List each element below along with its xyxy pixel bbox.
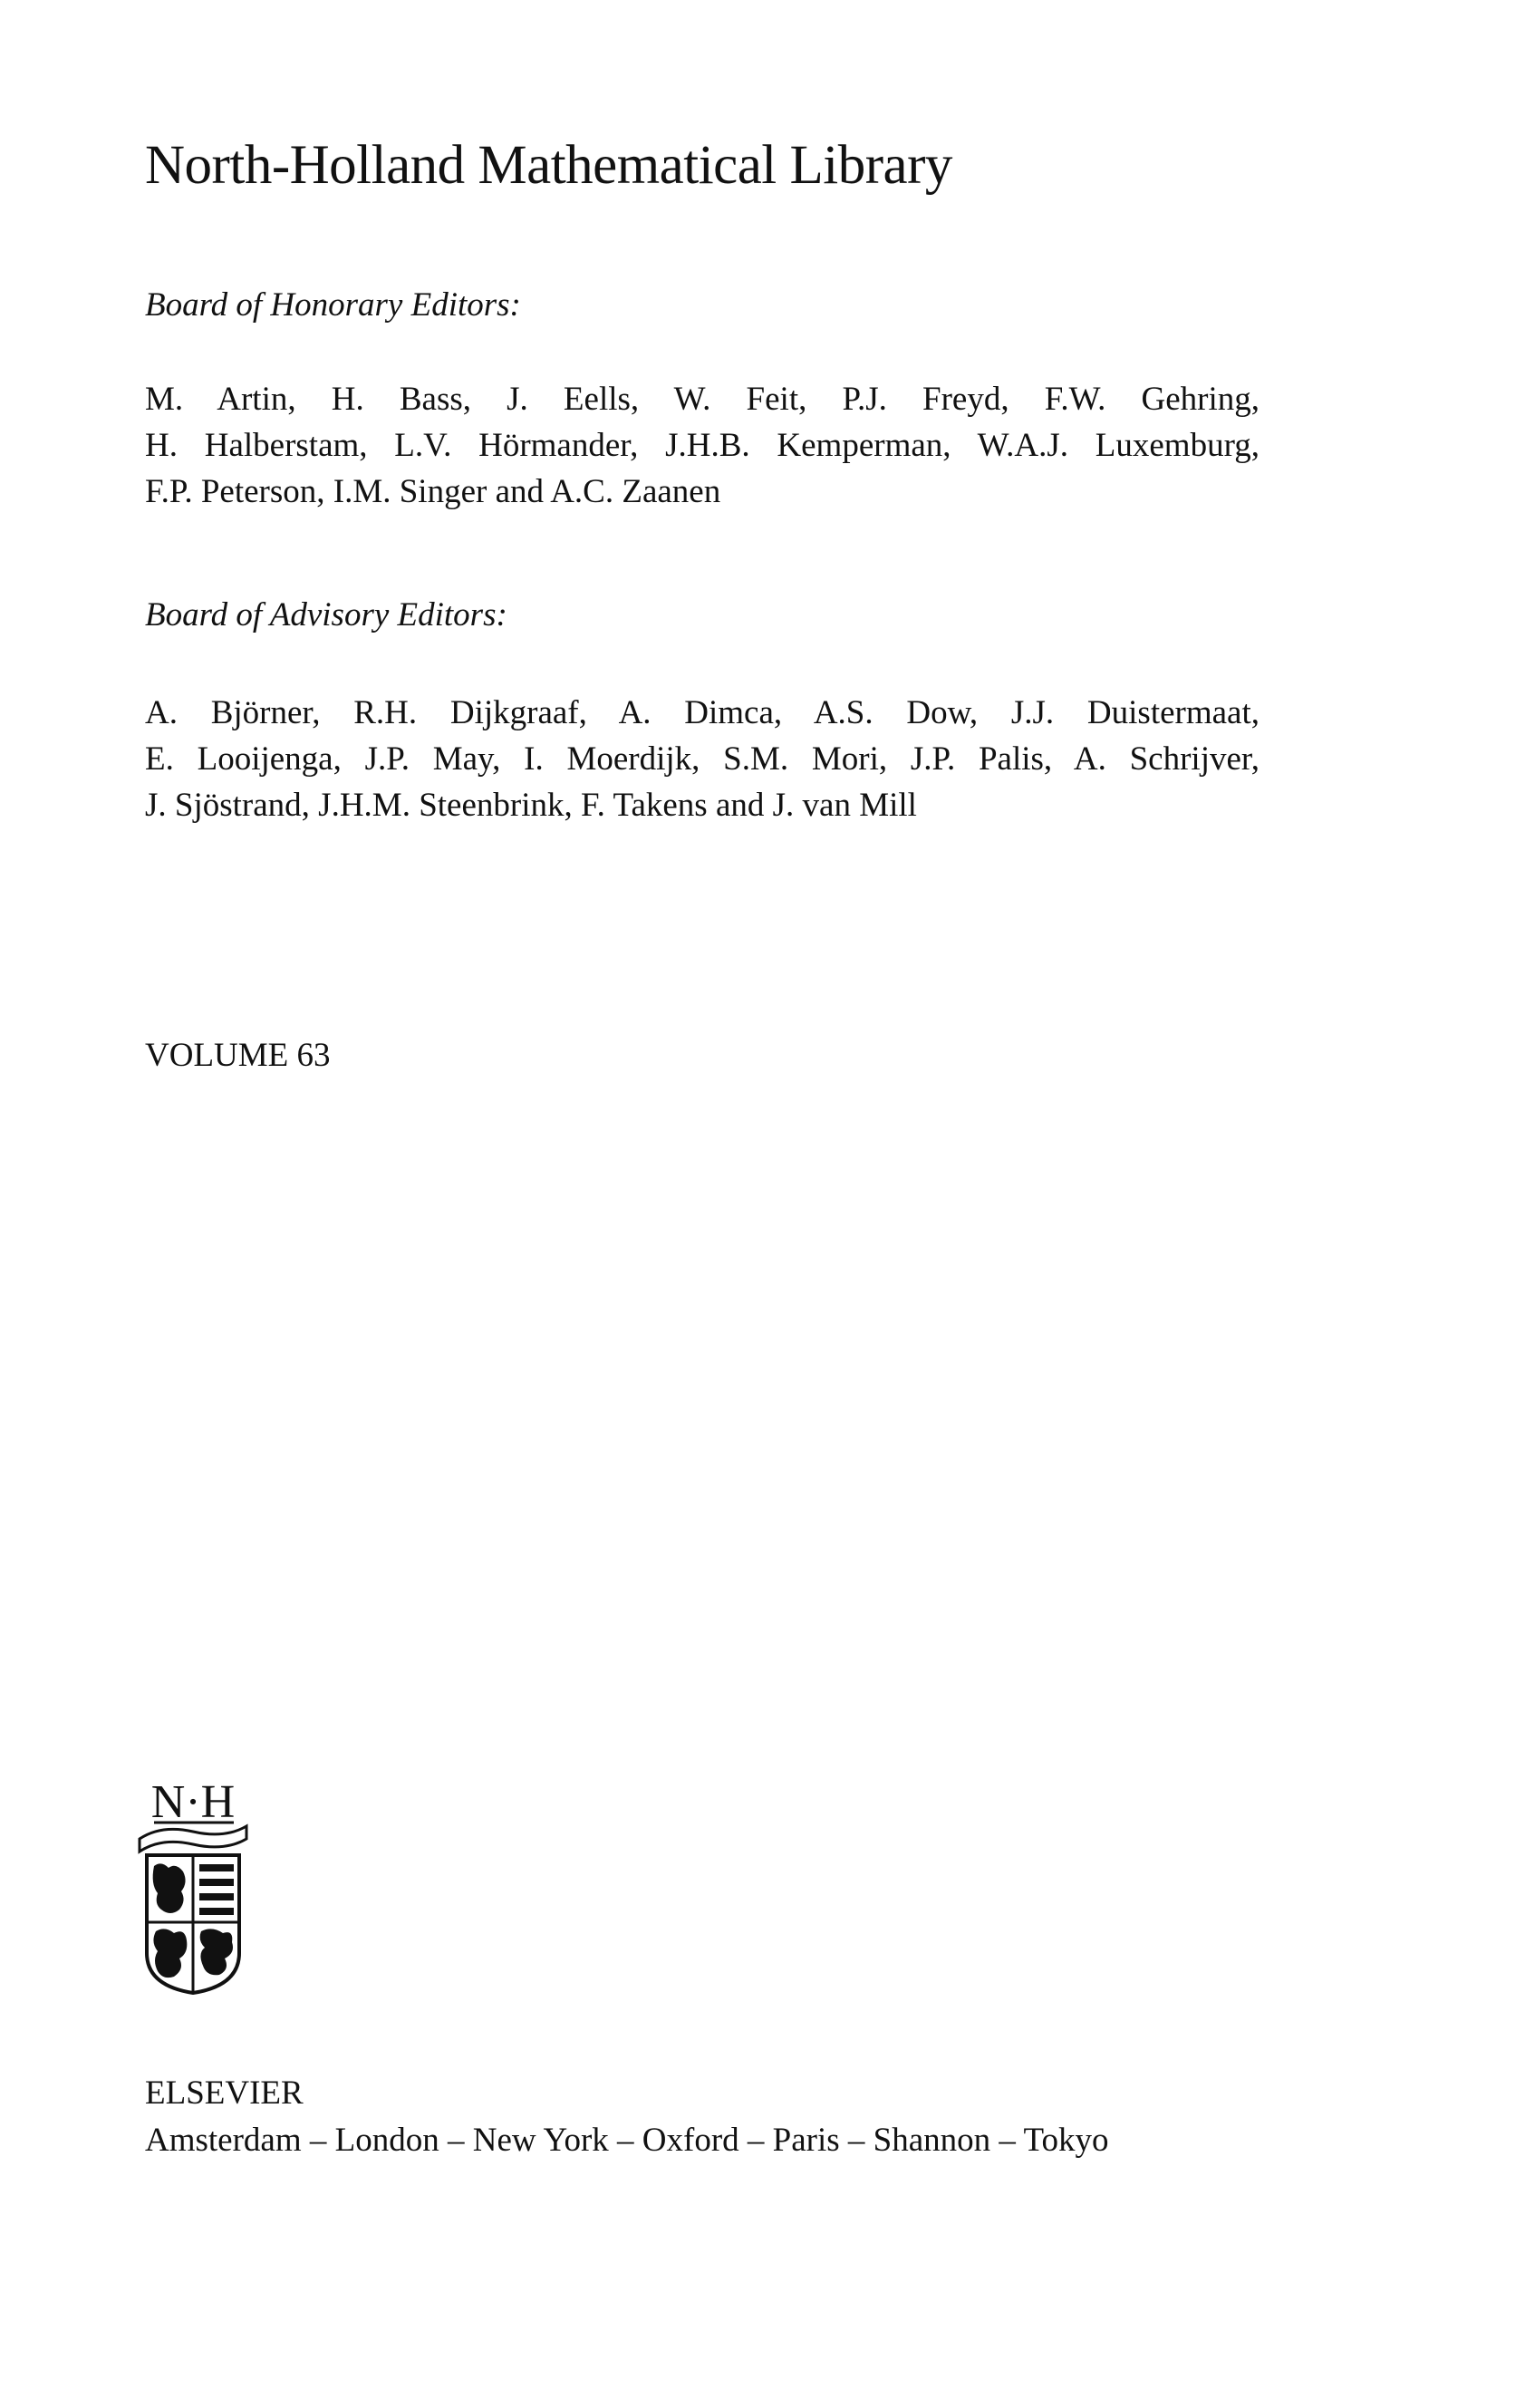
series-title: North-Holland Mathematical Library (145, 135, 952, 196)
volume-number: VOLUME 63 (145, 1037, 331, 1074)
advisory-editors-list (145, 690, 1260, 828)
honorary-editors-line: M. Artin, H. Bass, J. Eells, W. Feit, P.J. Freyd, F.W. Gehring, (145, 381, 1260, 418)
north-holland-crest-icon (134, 1772, 252, 1998)
advisory-editors-heading: Board of Advisory Editors: (145, 596, 507, 633)
honorary-editors-list (145, 376, 1260, 515)
svg-text:N·H: N·H (150, 1776, 236, 1828)
advisory-editors-line: J. Sjöstrand, J.H.M. Steenbrink, F. Takens and J. van Mill (145, 787, 917, 824)
honorary-editors-line: F.P. Peterson, I.M. Singer and A.C. Zaanen (145, 473, 721, 510)
publisher-name: ELSEVIER (145, 2074, 304, 2112)
advisory-editors-line: A. Björner, R.H. Dijkgraaf, A. Dimca, A.S. Dow, J.J. Duistermaat, (145, 694, 1260, 731)
honorary-editors-line: H. Halberstam, L.V. Hörmander, J.H.B. Kemperman, W.A.J. Luxemburg, (145, 427, 1260, 464)
advisory-editors-line: E. Looijenga, J.P. May, I. Moerdijk, S.M. Mori, J.P. Palis, A. Schrijver, (145, 740, 1260, 778)
honorary-editors-heading: Board of Honorary Editors: (145, 286, 521, 324)
publisher-cities: Amsterdam – London – New York – Oxford – Paris – Shannon – Tokyo (145, 2122, 1109, 2159)
